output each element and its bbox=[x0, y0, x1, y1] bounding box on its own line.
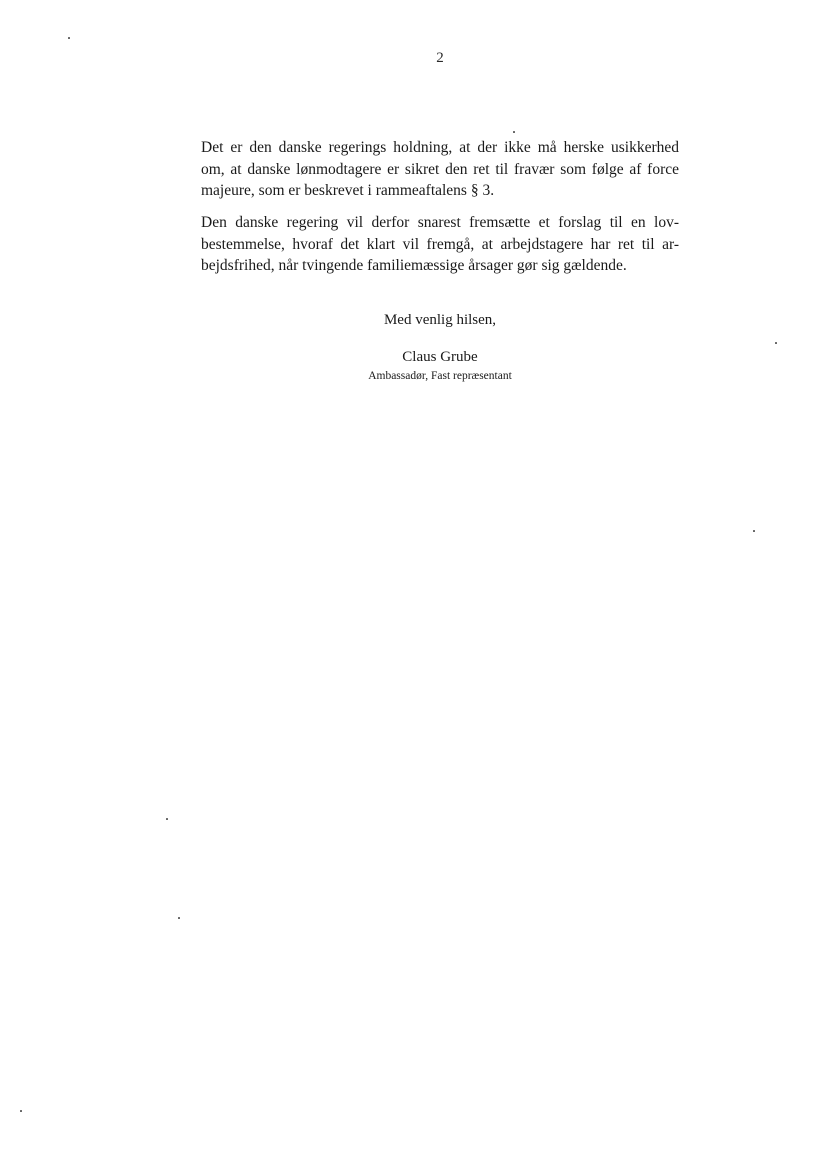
page-number: 2 bbox=[436, 50, 444, 66]
scan-speck bbox=[68, 37, 70, 39]
scan-speck bbox=[166, 818, 168, 820]
paragraph-2 bbox=[201, 212, 679, 277]
signature-title: Ambassadør, Fast repræsentant bbox=[368, 370, 512, 382]
paragraph-line: bejdsfrihed, når tvingende familiemæssige årsager gør sig gældende. bbox=[201, 257, 627, 274]
paragraph-line: Det er den danske regerings holdning, at der ikke må herske usikkerhed bbox=[201, 139, 679, 156]
scan-speck bbox=[20, 1110, 22, 1112]
scan-speck bbox=[513, 131, 515, 133]
paragraph-line: Den danske regering vil derfor snarest fremsætte et forslag til en lov- bbox=[201, 214, 679, 231]
closing-salutation: Med venlig hilsen, bbox=[383, 312, 497, 328]
scan-speck bbox=[775, 342, 777, 344]
paragraph-line: om, at danske lønmodtagere er sikret den ret til fravær som følge af force bbox=[201, 160, 679, 178]
scan-speck bbox=[753, 530, 755, 532]
paragraph-line: majeure, som er beskrevet i rammeaftalens § 3. bbox=[201, 182, 495, 199]
signature-name: Claus Grube bbox=[402, 349, 478, 365]
scan-speck bbox=[178, 917, 180, 919]
paragraph-1 bbox=[201, 137, 679, 202]
paragraph-line: bestemmelse, hvoraf det klart vil fremgå, at arbejdstagere har ret til ar- bbox=[201, 235, 679, 253]
